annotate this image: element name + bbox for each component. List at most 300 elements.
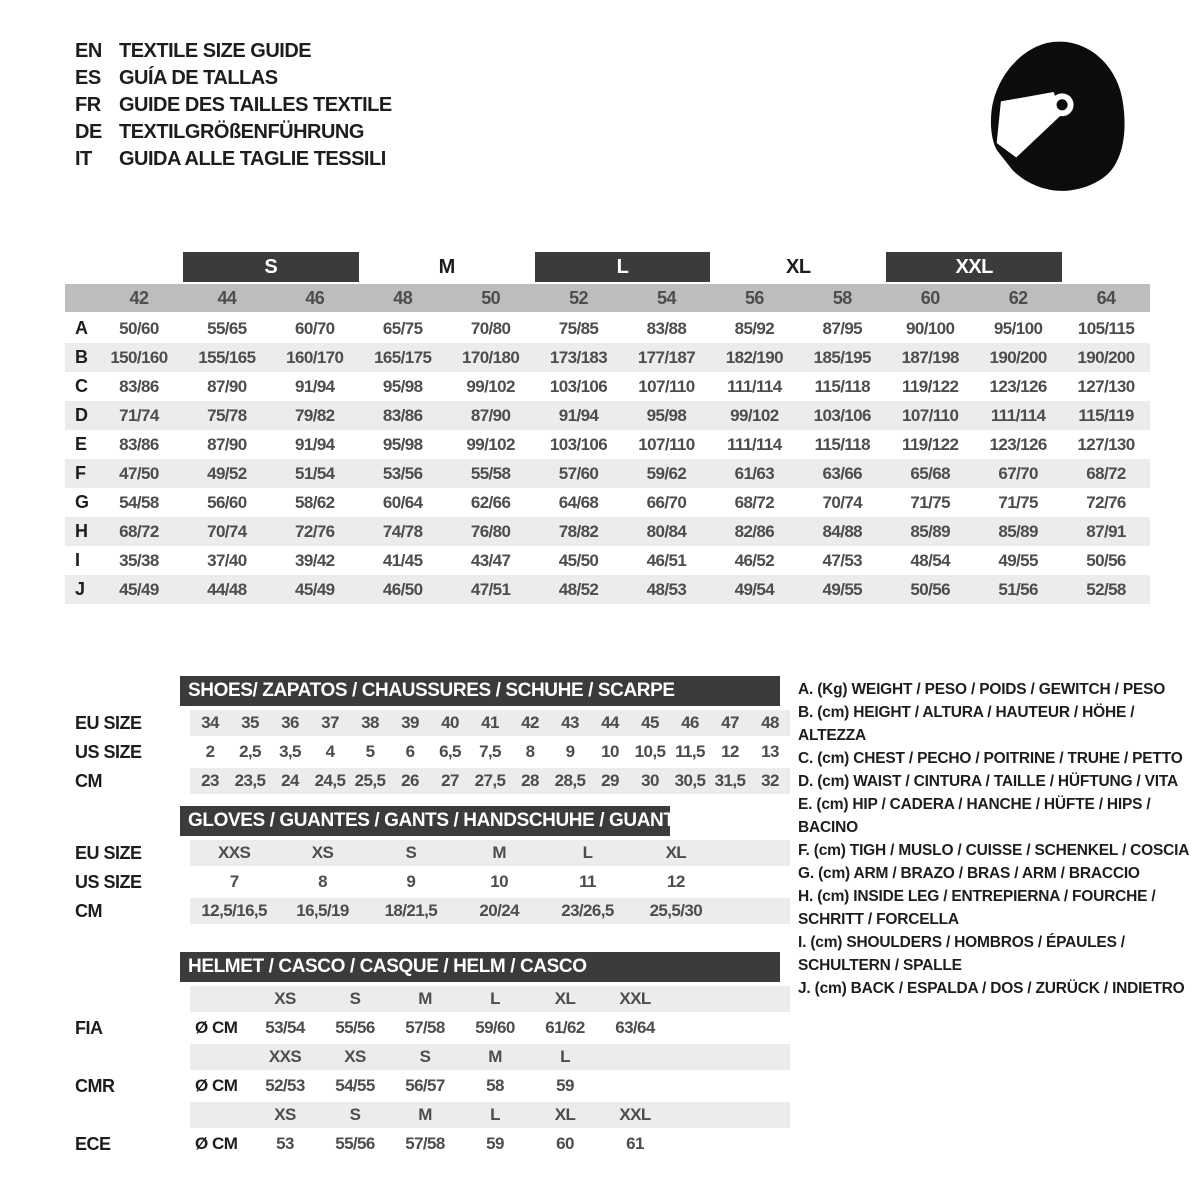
size-cell: 87/90 xyxy=(207,376,247,396)
language-row xyxy=(75,38,392,65)
shoes-table xyxy=(65,710,790,797)
shoes-cell: 38 xyxy=(361,713,379,732)
size-cell: 37/40 xyxy=(207,550,247,570)
helmet-cell: 55/56 xyxy=(335,1018,375,1037)
size-row-label: H xyxy=(75,521,88,541)
size-group-label: S xyxy=(183,252,359,282)
shoes-cell: 9 xyxy=(565,742,575,761)
size-row-label: F xyxy=(75,463,86,483)
size-cell: 187/198 xyxy=(901,347,959,367)
helmet-cell: 53 xyxy=(276,1134,294,1153)
size-row xyxy=(65,459,1150,488)
size-cell: 51/54 xyxy=(295,463,335,483)
size-cell: 185/195 xyxy=(813,347,871,367)
legend-item: B. (cm) HEIGHT / ALTURA / HAUTEUR / HÖHE / ALTEZZA xyxy=(798,704,1135,744)
gloves-cell: 12 xyxy=(666,872,685,891)
size-cell: 83/88 xyxy=(646,318,687,338)
helmet-table xyxy=(65,986,790,1160)
size-cell: 107/110 xyxy=(902,405,959,425)
size-cell: 43/47 xyxy=(470,550,511,570)
gloves-cell: 23/26,5 xyxy=(561,901,614,920)
gloves-cell: XL xyxy=(665,843,687,862)
legend-item: G. (cm) ARM / BRAZO / BRAS / ARM / BRACCIO xyxy=(798,865,1140,882)
size-column-header: 42 xyxy=(129,287,149,308)
main-size-table xyxy=(65,252,1150,604)
size-cell: 50/56 xyxy=(910,579,950,599)
shoes-cell: 28,5 xyxy=(554,771,586,790)
size-cell: 127/130 xyxy=(1077,434,1135,454)
helmet-unit: Ø CM xyxy=(195,1134,238,1153)
size-cell: 47/53 xyxy=(822,550,863,570)
row-label: US SIZE xyxy=(75,871,142,892)
row-label: EU SIZE xyxy=(75,712,142,733)
gloves-cell: XS xyxy=(311,843,334,862)
shoes-cell: 26 xyxy=(401,771,419,790)
size-row xyxy=(65,575,1150,604)
helmet-unit: Ø CM xyxy=(195,1076,238,1095)
size-cell: 123/126 xyxy=(989,434,1047,454)
size-cell: 170/180 xyxy=(461,347,520,367)
shoes-row xyxy=(65,768,790,794)
shoes-cell: 2,5 xyxy=(239,742,261,761)
size-cell: 52/58 xyxy=(1086,579,1126,599)
size-group-label: XL xyxy=(786,255,811,278)
shoes-cell: 44 xyxy=(601,713,619,732)
gloves-row xyxy=(65,869,790,895)
helmet-title-bar xyxy=(180,952,780,982)
legend-item: C. (cm) CHEST / PECHO / POITRINE / TRUHE / PETTO xyxy=(798,750,1183,767)
shoes-row xyxy=(65,710,790,736)
helmet-size-header: S xyxy=(349,989,361,1008)
size-cell: 60/64 xyxy=(382,492,423,512)
row-band xyxy=(190,898,790,924)
row-band xyxy=(190,710,790,736)
size-cell: 95/98 xyxy=(646,405,687,425)
size-column-header: 48 xyxy=(393,287,413,308)
row-band xyxy=(190,1015,790,1041)
helmet-size-header: S xyxy=(419,1047,431,1066)
row-band xyxy=(190,986,790,1012)
row-label: US SIZE xyxy=(75,741,142,762)
legend-item: E. (cm) HIP / CADERA / HANCHE / HÜFTE / HIPS / BACINO xyxy=(798,796,1151,836)
shoes-cell: 25,5 xyxy=(354,771,386,790)
shoes-cell: 3,5 xyxy=(279,742,301,761)
size-row-label: B xyxy=(75,347,88,367)
size-column-header: 64 xyxy=(1096,287,1116,308)
size-cell: 46/52 xyxy=(734,550,775,570)
size-cell: 46/50 xyxy=(382,579,423,599)
size-cell: 62/66 xyxy=(470,492,511,512)
size-row-label: I xyxy=(75,550,80,570)
language-row xyxy=(75,146,392,173)
language-title-list xyxy=(75,38,392,173)
size-cell: 103/106 xyxy=(549,376,608,396)
shoes-cell: 27 xyxy=(441,771,459,790)
helmet-cell: 54/55 xyxy=(335,1076,375,1095)
helmet-value-row xyxy=(65,1131,790,1157)
size-cell: 83/86 xyxy=(382,405,423,425)
shoes-cell: 39 xyxy=(401,713,419,732)
shoes-cell: 28 xyxy=(521,771,539,790)
helmet-unit-spacer xyxy=(190,1044,250,1070)
shoes-cell: 8 xyxy=(525,742,535,761)
size-cell: 49/55 xyxy=(998,550,1038,570)
size-cell: 60/70 xyxy=(295,318,335,338)
size-cell: 87/90 xyxy=(207,434,247,454)
shoes-cell: 36 xyxy=(281,713,299,732)
size-cell: 87/90 xyxy=(470,405,511,425)
size-row xyxy=(65,546,1150,575)
size-row-label: J xyxy=(75,579,85,599)
size-cell: 51/56 xyxy=(998,579,1038,599)
helmet-size-header-row xyxy=(65,1102,790,1128)
shoes-cell: 40 xyxy=(441,713,459,732)
size-cell: 53/56 xyxy=(382,463,423,483)
size-cell: 39/42 xyxy=(295,550,335,570)
size-row xyxy=(65,488,1150,517)
helmet-size-header xyxy=(600,1044,670,1070)
size-group-label: L xyxy=(535,252,711,282)
size-row-label: D xyxy=(75,405,88,425)
shoes-cell: 10,5 xyxy=(634,742,666,761)
size-cell: 123/126 xyxy=(989,376,1047,396)
size-cell: 119/122 xyxy=(902,434,959,454)
size-cell: 71/75 xyxy=(910,492,950,512)
size-cell: 111/114 xyxy=(727,434,782,454)
size-cell: 68/72 xyxy=(119,521,159,541)
shoes-cell: 46 xyxy=(681,713,699,732)
row-values xyxy=(190,710,790,736)
row-label: CM xyxy=(75,900,102,921)
size-cell: 95/98 xyxy=(382,434,423,454)
size-cell: 75/78 xyxy=(207,405,247,425)
size-cell: 111/114 xyxy=(727,376,782,396)
shoes-cell: 27,5 xyxy=(474,771,506,790)
helmet-cell: 52/53 xyxy=(265,1076,305,1095)
size-cell: 95/98 xyxy=(382,376,423,396)
gloves-title: GLOVES / GUANTES / GANTS / HANDSCHUHE / GUANTI xyxy=(188,810,680,831)
row-band xyxy=(190,1073,790,1099)
shoes-title: SHOES/ ZAPATOS / CHAUSSURES / SCHUHE / SCARPE xyxy=(188,680,675,701)
language-title: GUÍA DE TALLAS xyxy=(119,67,278,89)
shoes-cell: 23,5 xyxy=(234,771,266,790)
shoes-cell: 4 xyxy=(325,742,335,761)
helmet-size-header: M xyxy=(488,1047,502,1066)
shoes-cell: 31,5 xyxy=(714,771,746,790)
size-cell: 70/74 xyxy=(207,521,247,541)
size-cell: 85/89 xyxy=(998,521,1038,541)
helmet-size-header-row xyxy=(65,986,790,1012)
size-cell: 83/86 xyxy=(119,434,159,454)
shoes-cell: 10 xyxy=(601,742,619,761)
size-cell: 68/72 xyxy=(1086,463,1126,483)
gloves-cell: XXS xyxy=(218,843,251,862)
shoes-cell: 24 xyxy=(281,771,299,790)
size-cell: 115/118 xyxy=(814,434,870,454)
size-row xyxy=(65,343,1150,372)
helmet-cell: 58 xyxy=(486,1076,504,1095)
size-cell: 105/115 xyxy=(1077,318,1135,338)
row-values xyxy=(190,739,790,765)
size-cell: 182/190 xyxy=(725,347,783,367)
helmet-size-header: XXL xyxy=(619,1105,651,1124)
size-cell: 84/88 xyxy=(822,521,863,541)
shoes-cell: 42 xyxy=(521,713,539,732)
size-column-header: 60 xyxy=(920,287,940,308)
size-cell: 49/54 xyxy=(734,579,775,599)
size-cell: 91/94 xyxy=(295,376,335,396)
legend-item: F. (cm) TIGH / MUSLO / CUISSE / SCHENKEL / COSCIA xyxy=(798,842,1190,859)
helmet-size-header: L xyxy=(560,1047,570,1066)
shoes-cell: 34 xyxy=(201,713,219,732)
size-cell: 48/52 xyxy=(558,579,599,599)
size-cell: 45/50 xyxy=(558,550,599,570)
row-band xyxy=(190,739,790,765)
shoes-cell: 37 xyxy=(321,713,339,732)
size-cell: 103/106 xyxy=(549,434,608,454)
size-cell: 76/80 xyxy=(470,521,511,541)
size-cell: 72/76 xyxy=(1086,492,1126,512)
helmet-cell xyxy=(600,1073,670,1099)
size-column-spacer xyxy=(65,284,95,312)
size-cell: 65/68 xyxy=(910,463,950,483)
size-cell: 173/183 xyxy=(549,347,608,367)
row-label: ECE xyxy=(75,1133,111,1154)
size-cell: 68/72 xyxy=(734,492,775,512)
helmet-unit: Ø CM xyxy=(195,1018,238,1037)
size-cell: 66/70 xyxy=(646,492,687,512)
size-cell: 80/84 xyxy=(646,521,687,541)
size-row xyxy=(65,314,1150,343)
size-column-header: 62 xyxy=(1008,287,1028,308)
gloves-cell: M xyxy=(492,843,506,862)
row-values xyxy=(250,1102,670,1128)
gloves-cell: 9 xyxy=(406,872,416,891)
helmet-cell: 61/62 xyxy=(545,1018,585,1037)
helmet-value-row xyxy=(65,1015,790,1041)
size-cell: 49/52 xyxy=(207,463,247,483)
gloves-row xyxy=(65,840,790,866)
gloves-cell: 8 xyxy=(318,872,327,891)
helmet-unit-spacer xyxy=(190,1102,250,1128)
size-cell: 103/106 xyxy=(813,405,871,425)
size-cell: 64/68 xyxy=(558,492,599,512)
size-cell: 59/62 xyxy=(646,463,687,483)
size-cell: 70/74 xyxy=(822,492,863,512)
shoes-cell: 48 xyxy=(761,713,779,732)
language-title: GUIDE DES TAILLES TEXTILE xyxy=(119,94,392,116)
size-cell: 57/60 xyxy=(558,463,599,483)
row-label-spacer xyxy=(65,1044,190,1070)
row-label: EU SIZE xyxy=(75,842,142,863)
size-row-label: C xyxy=(75,376,88,396)
language-row xyxy=(75,119,392,146)
row-band xyxy=(190,840,790,866)
language-title: TEXTILGRÖßENFÜHRUNG xyxy=(119,121,364,143)
shoes-cell: 30,5 xyxy=(674,771,706,790)
size-cell: 48/54 xyxy=(910,550,950,570)
racing-helmet-icon xyxy=(972,30,1142,200)
shoes-cell: 41 xyxy=(481,713,499,732)
shoes-cell: 23 xyxy=(201,771,219,790)
language-code: DE xyxy=(75,121,102,143)
size-cell: 87/91 xyxy=(1086,521,1126,541)
helmet-cell: 56/57 xyxy=(405,1076,445,1095)
gloves-cell: 10 xyxy=(490,872,509,891)
size-cell: 91/94 xyxy=(558,405,599,425)
size-cell: 63/66 xyxy=(822,463,863,483)
row-values xyxy=(250,1044,670,1070)
size-cell: 47/50 xyxy=(119,463,159,483)
shoes-cell: 43 xyxy=(561,713,579,732)
helmet-size-header: XS xyxy=(344,1047,366,1066)
helmet-size-header: XS xyxy=(274,1105,296,1124)
size-cell: 165/175 xyxy=(374,347,432,367)
size-cell: 160/170 xyxy=(286,347,344,367)
helmet-size-header: XL xyxy=(554,989,576,1008)
helmet-size-header: M xyxy=(418,1105,432,1124)
language-code: FR xyxy=(75,94,101,116)
legend-item: D. (cm) WAIST / CINTURA / TAILLE / HÜFTUNG / VITA xyxy=(798,773,1178,790)
shoes-cell: 12 xyxy=(721,742,739,761)
size-cell: 55/65 xyxy=(207,318,247,338)
size-cell: 87/95 xyxy=(822,318,863,338)
row-values xyxy=(250,1073,670,1099)
size-cell: 99/102 xyxy=(730,405,779,425)
helmet-size-header: M xyxy=(418,989,432,1008)
row-label-spacer xyxy=(65,1102,190,1128)
row-band xyxy=(190,1131,790,1157)
helmet-cell: 59 xyxy=(556,1076,574,1095)
size-cell: 78/82 xyxy=(558,521,599,541)
size-cell: 44/48 xyxy=(207,579,247,599)
shoes-cell: 2 xyxy=(205,742,215,761)
row-band xyxy=(190,1102,790,1128)
size-column-header: 54 xyxy=(657,287,676,308)
size-cell: 90/100 xyxy=(905,318,955,338)
helmet-size-header: S xyxy=(349,1105,361,1124)
shoes-cell: 6 xyxy=(405,742,415,761)
shoes-cell: 30 xyxy=(641,771,659,790)
language-code: IT xyxy=(75,148,92,170)
size-row xyxy=(65,517,1150,546)
shoes-cell: 29 xyxy=(601,771,619,790)
legend-item: H. (cm) INSIDE LEG / ENTREPIERNA / FOURCHE / SCHRITT / FORCELLA xyxy=(798,888,1156,928)
gloves-title-bar xyxy=(180,806,680,836)
helmet-size-header-row xyxy=(65,1044,790,1070)
language-code: ES xyxy=(75,67,101,89)
language-code: EN xyxy=(75,40,102,62)
row-band xyxy=(190,1044,790,1070)
size-cell: 95/100 xyxy=(993,318,1043,338)
size-cell: 107/110 xyxy=(638,376,695,396)
size-cell: 70/80 xyxy=(470,318,511,338)
legend-item: J. (cm) BACK / ESPALDA / DOS / ZURÜCK / INDIETRO xyxy=(798,980,1185,997)
size-cell: 41/45 xyxy=(382,550,423,570)
legend-item: A. (Kg) WEIGHT / PESO / POIDS / GEWITCH / PESO xyxy=(798,681,1166,698)
shoes-row xyxy=(65,739,790,765)
size-cell: 150/160 xyxy=(110,347,168,367)
language-row xyxy=(75,92,392,119)
size-column-header: 44 xyxy=(217,287,237,308)
helmet-value-row xyxy=(65,1073,790,1099)
size-cell: 190/200 xyxy=(989,347,1047,367)
size-row-label: G xyxy=(75,492,89,512)
size-row xyxy=(65,401,1150,430)
gloves-cell: 7 xyxy=(229,872,239,891)
size-cell: 67/70 xyxy=(998,463,1038,483)
helmet-cell: 55/56 xyxy=(335,1134,375,1153)
size-cell: 45/49 xyxy=(119,579,159,599)
shoes-cell: 47 xyxy=(721,713,739,732)
size-row xyxy=(65,372,1150,401)
size-cell: 55/58 xyxy=(470,463,511,483)
size-group-label: XXL xyxy=(886,252,1062,282)
size-cell: 79/82 xyxy=(295,405,335,425)
shoes-cell: 24,5 xyxy=(314,771,346,790)
size-cell: 45/49 xyxy=(295,579,335,599)
shoes-cell: 7,5 xyxy=(479,742,501,761)
row-band xyxy=(190,869,790,895)
helmet-size-header: XS xyxy=(274,989,296,1008)
size-cell: 85/89 xyxy=(910,521,950,541)
size-cell: 74/78 xyxy=(382,521,423,541)
row-values xyxy=(250,1015,670,1041)
size-cell: 190/200 xyxy=(1077,347,1135,367)
size-cell: 111/114 xyxy=(990,405,1046,425)
size-cell: 71/75 xyxy=(998,492,1038,512)
size-cell: 54/58 xyxy=(119,492,159,512)
size-cell: 107/110 xyxy=(638,434,695,454)
shoes-cell: 13 xyxy=(761,742,779,761)
row-values xyxy=(190,869,720,895)
size-cell: 115/118 xyxy=(814,376,870,396)
size-row-label: E xyxy=(75,434,87,454)
size-cell: 119/122 xyxy=(902,376,959,396)
size-column-header: 50 xyxy=(481,287,501,308)
gloves-cell: 18/21,5 xyxy=(384,901,438,920)
gloves-cell: 16,5/19 xyxy=(296,901,349,920)
gloves-cell: 11 xyxy=(579,872,596,891)
gloves-cell: S xyxy=(405,843,417,862)
gloves-table xyxy=(65,840,790,927)
helmet-cell: 53/54 xyxy=(265,1018,305,1037)
row-label: CM xyxy=(75,770,102,791)
size-cell: 71/74 xyxy=(119,405,159,425)
helmet-unit-spacer xyxy=(190,986,250,1012)
row-values xyxy=(190,768,790,794)
size-cell: 61/63 xyxy=(734,463,775,483)
size-row xyxy=(65,430,1150,459)
size-column-header-row xyxy=(65,284,1150,312)
size-cell: 127/130 xyxy=(1077,376,1135,396)
size-cell: 50/60 xyxy=(119,318,159,338)
size-cell: 115/119 xyxy=(1078,405,1134,425)
size-cell: 46/51 xyxy=(646,550,687,570)
size-cell: 82/86 xyxy=(734,521,775,541)
gloves-cell: 20/24 xyxy=(479,901,519,920)
size-column-header: 58 xyxy=(832,287,852,308)
size-column-header: 46 xyxy=(305,287,325,308)
row-label: CMR xyxy=(75,1075,115,1096)
size-cell: 85/92 xyxy=(734,318,775,338)
helmet-cell: 59/60 xyxy=(475,1018,515,1037)
size-cell: 48/53 xyxy=(646,579,687,599)
gloves-cell: 12,5/16,5 xyxy=(201,901,267,920)
size-cell: 91/94 xyxy=(295,434,335,454)
gloves-row xyxy=(65,898,790,924)
size-cell: 65/75 xyxy=(382,318,423,338)
